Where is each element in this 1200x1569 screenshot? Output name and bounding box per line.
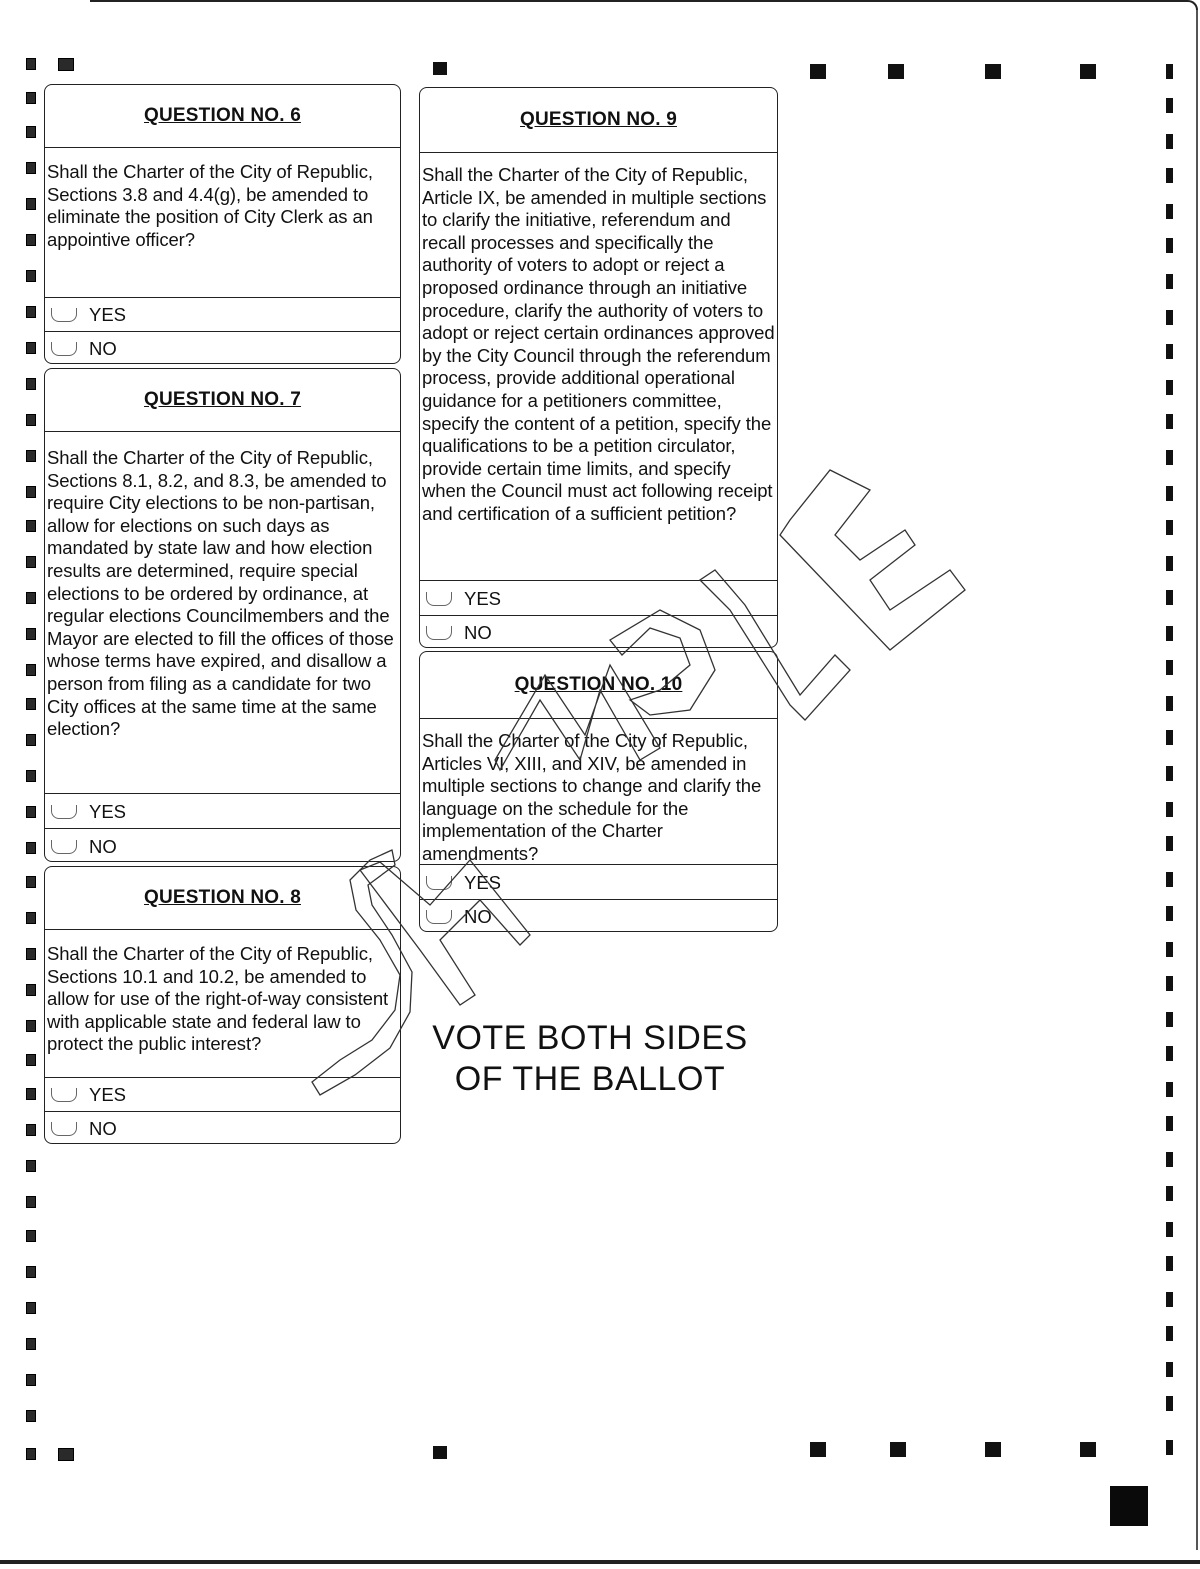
page-border-top: [90, 0, 1198, 10]
question-9-header: [420, 88, 777, 153]
question-8-no-oval[interactable]: [51, 1122, 77, 1136]
question-8-text: Shall the Charter of the City of Republic, Sections 10.1 and 10.2, be amended to allow for use of the right-of-way consistent with applicable state and federal law to protect the public interest?: [47, 943, 389, 1055]
question-8-yes-oval[interactable]: [51, 1088, 77, 1102]
question-7-yes-oval[interactable]: [51, 805, 77, 819]
question-9-yes-option[interactable]: [420, 580, 777, 616]
question-9-yes-label: YES: [464, 587, 502, 609]
question-6-text: Shall the Charter of the City of Republic, Sections 3.8 and 4.4(g), be amended to eliminate the position of City Clerk as an appointive officer?: [47, 161, 373, 250]
question-8-no-label: NO: [89, 1118, 117, 1139]
question-6-box: [44, 84, 401, 364]
question-7-title: QUESTION NO. 7: [144, 389, 301, 410]
question-9-title: QUESTION NO. 9: [520, 109, 677, 130]
question-10-no-oval[interactable]: [426, 910, 452, 924]
question-6-header: [45, 85, 400, 148]
question-9-text: Shall the Charter of the City of Republic, Article IX, be amended in multiple sections to clarify the initiative, referendum and recall processes and specifically the authority of voters to adopt or reject a proposed ordinance through an initiative procedure, clarify the authority of voters to adopt or reject certain ordinances approved by the City Council through the referendum process, provide additional operational guidance for a petitioners committee, specify the content of a petition, specify the qualifications to be a petition circulator, provide certain time limits, and specify when the Council must act following receipt and certification of a sufficient petition?: [422, 164, 775, 524]
question-9-box: [419, 87, 778, 648]
question-10-yes-option[interactable]: [420, 864, 777, 900]
question-9-no-option[interactable]: [420, 615, 777, 648]
question-8-header: [45, 867, 400, 930]
question-6-title: QUESTION NO. 6: [144, 105, 301, 126]
question-7-no-option[interactable]: [45, 828, 400, 862]
question-6-no-oval[interactable]: [51, 342, 77, 356]
vote-both-sides-notice: [410, 1018, 770, 1100]
question-6-yes-oval[interactable]: [51, 308, 77, 322]
question-10-title: QUESTION NO. 10: [514, 674, 683, 695]
vote-both-sides-line-1: VOTE BOTH SIDES: [432, 1019, 748, 1057]
question-6-yes-option[interactable]: [45, 297, 400, 332]
question-7-header: [45, 369, 400, 432]
question-6-no-label: NO: [89, 338, 117, 359]
question-10-no-label: NO: [464, 906, 492, 927]
vote-both-sides-line-2: OF THE BALLOT: [454, 1060, 726, 1098]
question-7-text: Shall the Charter of the City of Republic, Sections 8.1, 8.2, and 8.3, be amended to require City elections to be non-partisan, allow for elections on such days as mandated by state law and how election results are determined, require special elections to be ordered by ordinance, at regular elections Councilmembers and the Mayor are elected to fill the offices of those whose terms have expired, and disallow a person from filing as a candidate for two City offices at the same time at the same election?: [47, 447, 394, 740]
question-10-box: [419, 651, 778, 932]
question-6-no-option[interactable]: [45, 331, 400, 364]
question-7-no-oval[interactable]: [51, 840, 77, 854]
question-9-no-label: NO: [464, 622, 492, 643]
question-7-no-label: NO: [89, 835, 117, 857]
question-8-yes-option[interactable]: [45, 1077, 400, 1112]
question-8-yes-label: YES: [89, 1084, 127, 1105]
question-10-yes-label: YES: [464, 871, 502, 893]
question-10-text: Shall the Charter of the City of Republic, Articles VI, XIII, and XIV, be amended in multiple sections to change and clarify the language on the schedule for the implementation of the Charter amendments?: [422, 730, 762, 864]
question-7-yes-label: YES: [89, 800, 127, 822]
question-8-no-option[interactable]: [45, 1111, 400, 1144]
page-border-right: [1196, 10, 1198, 1550]
question-10-no-option[interactable]: [420, 899, 777, 932]
question-8-title: QUESTION NO. 8: [144, 887, 301, 908]
question-8-box: [44, 866, 401, 1144]
question-7-yes-option[interactable]: [45, 793, 400, 829]
question-9-yes-oval[interactable]: [426, 592, 452, 606]
question-10-header: [420, 652, 777, 719]
page-border-bottom: [0, 1560, 1200, 1564]
question-10-yes-oval[interactable]: [426, 876, 452, 890]
question-7-box: [44, 368, 401, 862]
question-6-yes-label: YES: [89, 304, 127, 325]
question-9-no-oval[interactable]: [426, 626, 452, 640]
